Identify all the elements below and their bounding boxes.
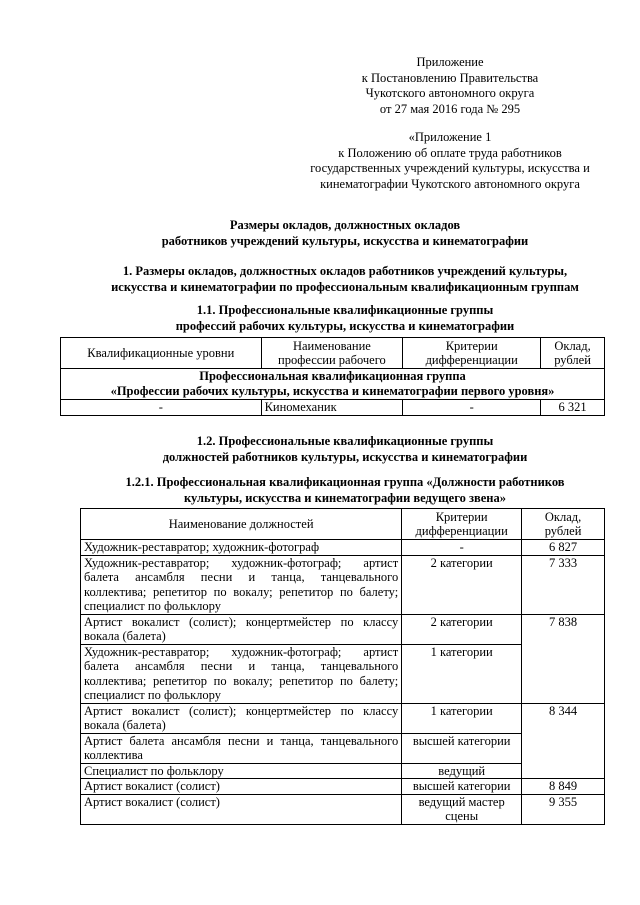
salary-cell: 7 333 bbox=[522, 555, 605, 614]
position-cell: Артист балета ансамбля песни и танца, танцевального коллектива bbox=[81, 733, 402, 763]
position-cell: Художник-реставратор; художник-фотограф bbox=[81, 540, 402, 556]
heading-line: 1.2.1. Профессиональная квалификационная группа «Должности работников bbox=[125, 475, 565, 489]
section-1-2-heading bbox=[60, 434, 630, 465]
appendix-line: к Положению об оплате труда работников bbox=[338, 145, 562, 160]
header-cell: Наименование профессии рабочего bbox=[261, 338, 403, 369]
salary-cell: 9 355 bbox=[522, 794, 605, 824]
document-title bbox=[60, 218, 630, 249]
table-leading-positions bbox=[80, 508, 605, 825]
header-cell: Квалификационные уровни bbox=[61, 338, 262, 369]
appendix-line: от 27 мая 2016 года № 295 bbox=[379, 101, 521, 116]
position-cell: Художник-реставратор; художник-фотограф; артист балета ансамбля песни и танца, танцевального коллектива; репетитор по вокалу; репетитор по балету; специалист по фольклору bbox=[81, 644, 402, 703]
table-row bbox=[81, 540, 605, 556]
salary-cell: 6 827 bbox=[522, 540, 605, 556]
appendix-line: к Постановлению Правительства bbox=[361, 70, 539, 85]
table-cell: 6 321 bbox=[541, 400, 605, 416]
appendix-line: кинематографии Чукотского автономного округа bbox=[320, 176, 580, 191]
table-row bbox=[81, 794, 605, 824]
appendix-1-header bbox=[300, 130, 600, 192]
header-cell: Оклад, рублей bbox=[522, 509, 605, 540]
table-cell: - bbox=[403, 400, 541, 416]
section-1-heading bbox=[60, 264, 630, 295]
header-cell: Критерии дифференциации bbox=[403, 338, 541, 369]
heading-line: 1. Размеры окладов, должностных окладов работников учреждений культуры, bbox=[122, 264, 568, 278]
heading-line: искусства и кинематографии по профессиональным квалификационным группам bbox=[111, 279, 579, 294]
table-workers-professions bbox=[60, 337, 605, 416]
heading-line: 1.1. Профессиональные квалификационные группы bbox=[196, 303, 494, 317]
appendix-line: «Приложение 1 bbox=[408, 130, 492, 144]
criteria-cell: 2 категории bbox=[402, 555, 522, 614]
criteria-cell: 1 категории bbox=[402, 644, 522, 703]
criteria-cell: высшей категории bbox=[402, 779, 522, 795]
table-cell: - bbox=[61, 400, 262, 416]
table-row bbox=[81, 703, 605, 733]
appendix-line: государственных учреждений культуры, искусства и bbox=[310, 161, 590, 175]
table-header-row bbox=[81, 509, 605, 540]
section-1-1-heading bbox=[60, 303, 630, 334]
appendix-line: Чукотского автономного округа bbox=[365, 86, 535, 100]
heading-line: 1.2. Профессиональные квалификационные группы bbox=[196, 434, 494, 448]
salary-cell: 7 838 bbox=[522, 614, 605, 703]
title-line: Размеры окладов, должностных окладов bbox=[229, 218, 461, 232]
group-cell bbox=[61, 369, 605, 400]
heading-line: профессий рабочих культуры, искусства и кинематографии bbox=[175, 318, 515, 333]
table-row bbox=[81, 555, 605, 614]
table-row bbox=[81, 614, 605, 644]
criteria-cell: ведущий bbox=[402, 763, 522, 779]
appendix-header bbox=[300, 55, 600, 117]
position-cell: Артист вокалист (солист); концертмейстер по классу вокала (балета) bbox=[81, 703, 402, 733]
table-cell: Киномеханик bbox=[261, 400, 403, 416]
title-line: работников учреждений культуры, искусства и кинематографии bbox=[161, 233, 529, 248]
header-cell: Наименование должностей bbox=[81, 509, 402, 540]
criteria-cell: - bbox=[402, 540, 522, 556]
section-1-2-1-heading bbox=[60, 475, 630, 506]
group-title-line: Профессиональная квалификационная группа bbox=[199, 369, 466, 383]
criteria-cell: ведущий мастер сцены bbox=[402, 794, 522, 824]
header-cell: Критерии дифференциации bbox=[402, 509, 522, 540]
position-cell: Артист вокалист (солист); концертмейстер по классу вокала (балета) bbox=[81, 614, 402, 644]
header-cell: Оклад, рублей bbox=[541, 338, 605, 369]
criteria-cell: высшей категории bbox=[402, 733, 522, 763]
heading-line: культуры, искусства и кинематографии ведущего звена» bbox=[184, 490, 506, 505]
table-row bbox=[81, 779, 605, 795]
appendix-line: Приложение bbox=[416, 55, 484, 69]
group-row bbox=[61, 369, 605, 400]
salary-cell: 8 849 bbox=[522, 779, 605, 795]
table-header-row bbox=[61, 338, 605, 369]
heading-line: должностей работников культуры, искусства и кинематографии bbox=[162, 449, 528, 464]
position-cell: Художник-реставратор; художник-фотограф; артист балета ансамбля песни и танца, танцевального коллектива; репетитор по вокалу; репетитор по балету; специалист по фольклору bbox=[81, 555, 402, 614]
table-row bbox=[61, 400, 605, 416]
position-cell: Артист вокалист (солист) bbox=[81, 794, 402, 824]
criteria-cell: 1 категории bbox=[402, 703, 522, 733]
group-title-line: «Профессии рабочих культуры, искусства и кинематографии первого уровня» bbox=[110, 383, 555, 398]
salary-cell: 8 344 bbox=[522, 703, 605, 779]
position-cell: Специалист по фольклору bbox=[81, 763, 402, 779]
position-cell: Артист вокалист (солист) bbox=[81, 779, 402, 795]
criteria-cell: 2 категории bbox=[402, 614, 522, 644]
